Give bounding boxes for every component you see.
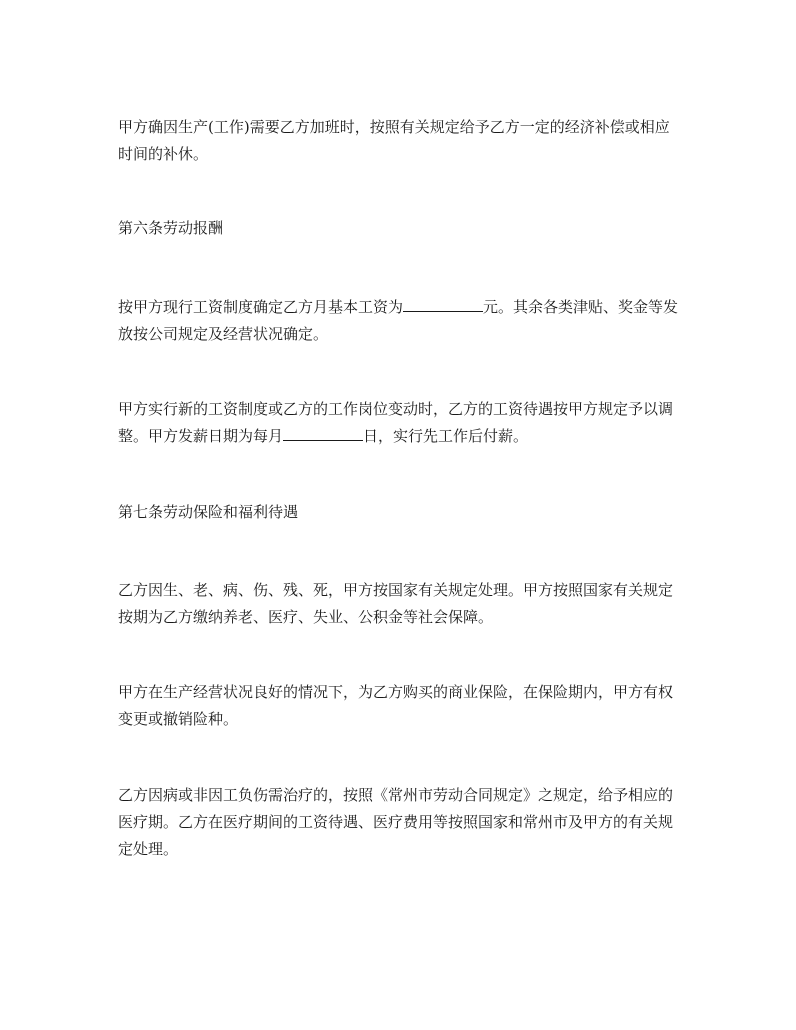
paragraph-commercial-insurance — [118, 679, 682, 733]
salary-amount-blank — [403, 310, 483, 312]
paragraph-salary-text-b: 元。其余各类津贴、奖金等发放按公司规定及经营状况确定。 — [118, 298, 679, 343]
paragraph-salary — [118, 294, 682, 348]
paragraph-medical-leave-text: 乙方因病或非因工负伤需治疗的，按照《常州市劳动合同规定》之规定，给予相应的医疗期。乙方在医疗期间的工资待遇、医疗费用等按照国家和常州市及甲方的有关规定处理。 — [118, 786, 674, 858]
paragraph-social-insurance-text: 乙方因生、老、病、伤、残、死，甲方按国家有关规定处理。甲方按照国家有关规定按期为乙方缴纳养老、医疗、失业、公积金等社会保障。 — [118, 581, 674, 626]
article-6-title: 第六条劳动报酬 — [118, 219, 224, 237]
paragraph-adjustment — [118, 396, 682, 450]
payday-blank — [283, 439, 363, 441]
article-6-heading — [118, 215, 223, 242]
paragraph-social-insurance — [118, 577, 682, 631]
paragraph-salary-text-a: 按甲方现行工资制度确定乙方月基本工资为 — [118, 298, 404, 316]
paragraph-adjustment-text-b: 日，实行先工作后付薪。 — [363, 427, 529, 445]
article-7-title: 第七条劳动保险和福利待遇 — [118, 503, 299, 521]
article-7-heading — [118, 499, 298, 526]
paragraph-medical-leave — [118, 782, 682, 863]
paragraph-overtime-text: 甲方确因生产(工作)需要乙方加班时，按照有关规定给予乙方一定的经济补偿或相应时间的补休。 — [118, 118, 670, 163]
paragraph-overtime — [118, 114, 682, 168]
paragraph-commercial-insurance-text: 甲方在生产经营状况良好的情况下，为乙方购买的商业保险，在保险期内，甲方有权变更或撤销险种。 — [118, 683, 674, 728]
paragraph-adjustment-text-a: 甲方实行新的工资制度或乙方的工作岗位变动时，乙方的工资待遇按甲方规定予以调整。甲方发薪日期为每月 — [118, 400, 674, 445]
